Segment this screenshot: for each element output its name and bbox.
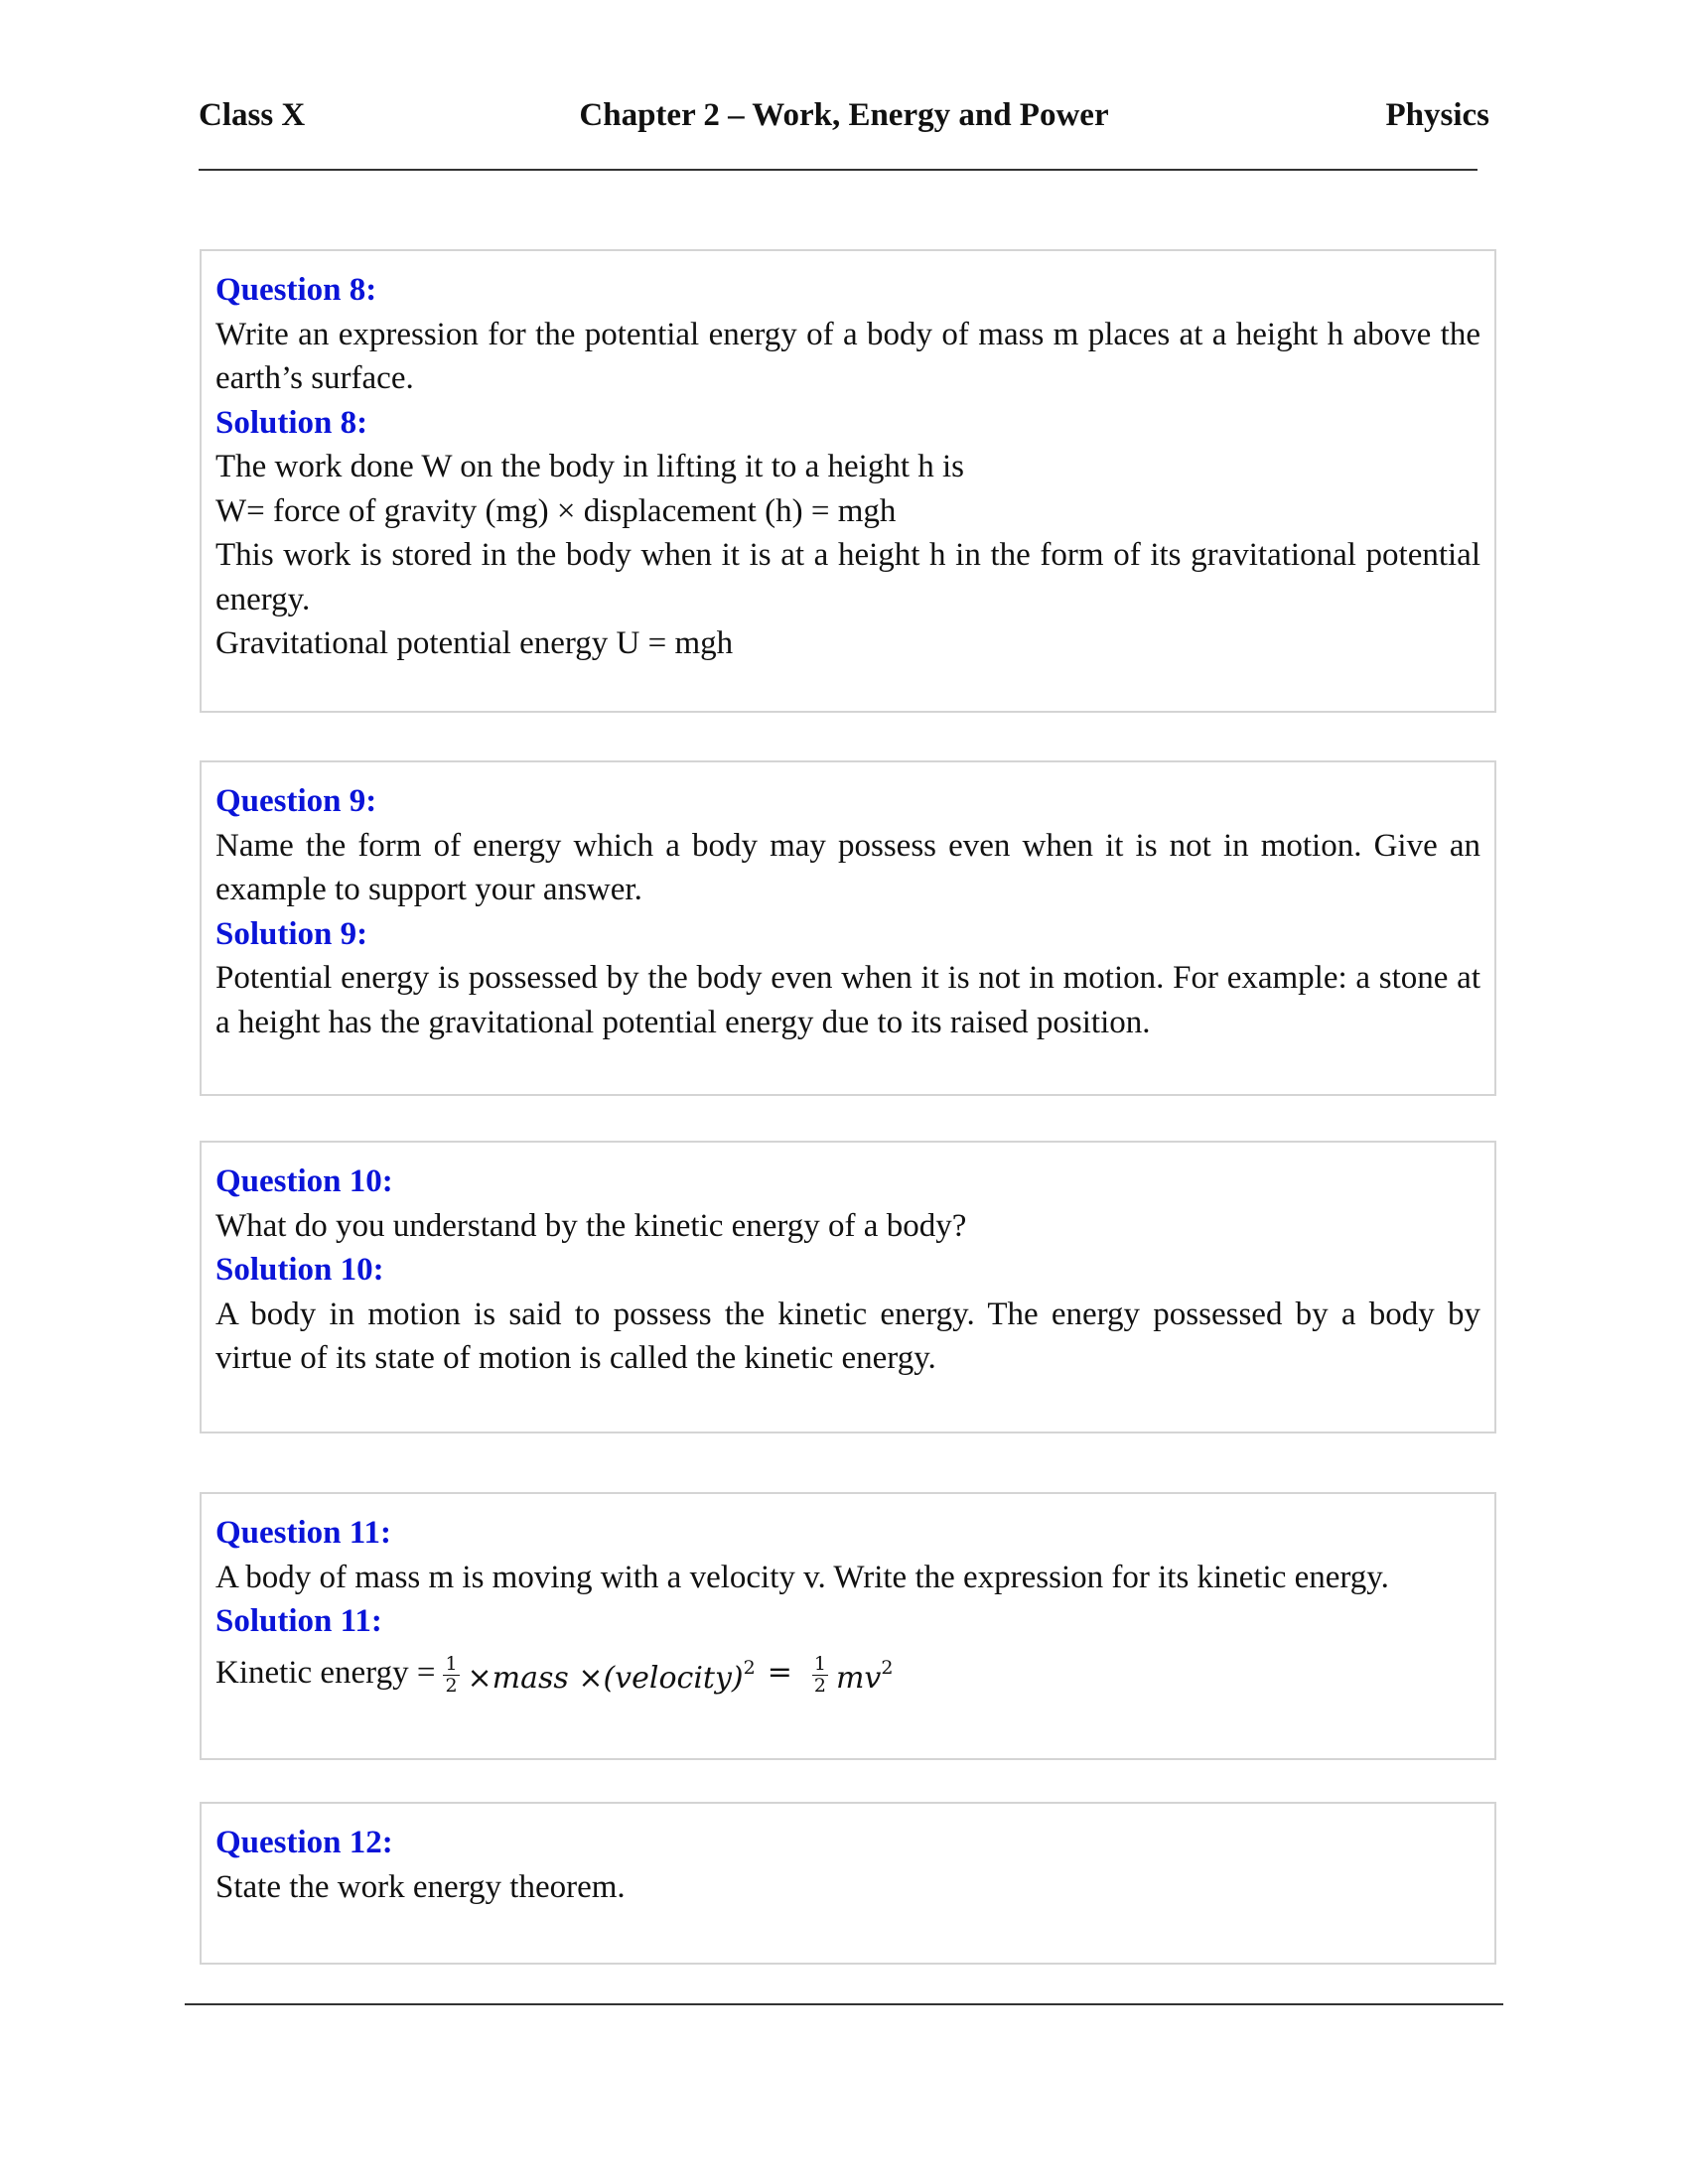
fraction-numerator: 1 bbox=[445, 1652, 458, 1675]
fraction-denominator: 2 bbox=[445, 1674, 458, 1697]
question-label: Question 8: bbox=[215, 272, 377, 308]
solution-label: Solution 11: bbox=[215, 1603, 382, 1639]
solution-line: Potential energy is possessed by the body even when it is not in motion. For example: a stone at a height has the gravitational potential energy due to its raised position. bbox=[215, 960, 1480, 1040]
solution-line: The work done W on the body in lifting it to a height h is bbox=[215, 449, 965, 484]
page-header bbox=[199, 97, 1489, 141]
question-text: A body of mass m is moving with a velocity v. Write the expression for its kinetic energy. bbox=[215, 1559, 1389, 1595]
question-label: Question 9: bbox=[215, 783, 377, 819]
solution-line: This work is stored in the body when it is at a height h in the form of its gravitational potential energy. bbox=[215, 537, 1480, 617]
question-text: Write an expression for the potential energy of a body of mass m places at a height h above the earth’s surface. bbox=[215, 316, 1480, 396]
solution-line: Gravitational potential energy U = mgh bbox=[215, 625, 734, 661]
solution-line: W= force of gravity (mg) × displacement (h) = mgh bbox=[215, 492, 897, 529]
question-label: Question 12: bbox=[215, 1825, 393, 1860]
fraction-numerator: 1 bbox=[813, 1652, 826, 1675]
question-label: Question 10: bbox=[215, 1163, 393, 1199]
fraction-denominator: 2 bbox=[813, 1674, 826, 1697]
question-text: State the work energy theorem. bbox=[215, 1868, 626, 1905]
fraction-half bbox=[443, 1654, 459, 1697]
formula-part: mv bbox=[835, 1660, 882, 1696]
header-subject: Physics bbox=[1385, 97, 1489, 133]
formula-term-mass-velocity bbox=[468, 1646, 756, 1702]
question-card-12 bbox=[200, 1802, 1496, 1965]
formula-exponent: 2 bbox=[743, 1656, 756, 1679]
formula-part: ×mass ×(velocity) bbox=[467, 1660, 744, 1696]
question-card-9 bbox=[200, 760, 1496, 1096]
formula-equals: = bbox=[767, 1655, 792, 1690]
solution-label: Solution 8: bbox=[215, 404, 368, 441]
question-text: What do you understand by the kinetic energy of a body? bbox=[215, 1207, 967, 1244]
question-card-8 bbox=[200, 249, 1496, 713]
formula-term-mv bbox=[836, 1646, 894, 1702]
question-card-10 bbox=[200, 1141, 1496, 1433]
header-divider bbox=[199, 169, 1477, 171]
question-label: Question 11: bbox=[215, 1515, 391, 1551]
footer-divider bbox=[185, 2003, 1503, 2005]
header-class: Class X bbox=[199, 97, 306, 133]
solution-label: Solution 9: bbox=[215, 915, 368, 952]
solution-label: Solution 10: bbox=[215, 1252, 384, 1288]
question-text: Name the form of energy which a body may possess even when it is not in motion. Give an example to support your answer. bbox=[215, 827, 1480, 907]
kinetic-energy-formula bbox=[215, 1646, 1480, 1702]
formula-prefix: Kinetic energy = bbox=[215, 1655, 436, 1691]
fraction-half bbox=[812, 1654, 828, 1697]
solution-line: A body in motion is said to possess the kinetic energy. The energy possessed by a body by virtue of its state of motion is called the kinetic energy. bbox=[215, 1296, 1480, 1376]
header-chapter-title: Chapter 2 – Work, Energy and Power bbox=[579, 97, 1109, 133]
question-card-11 bbox=[200, 1492, 1496, 1760]
formula-exponent: 2 bbox=[881, 1656, 894, 1679]
